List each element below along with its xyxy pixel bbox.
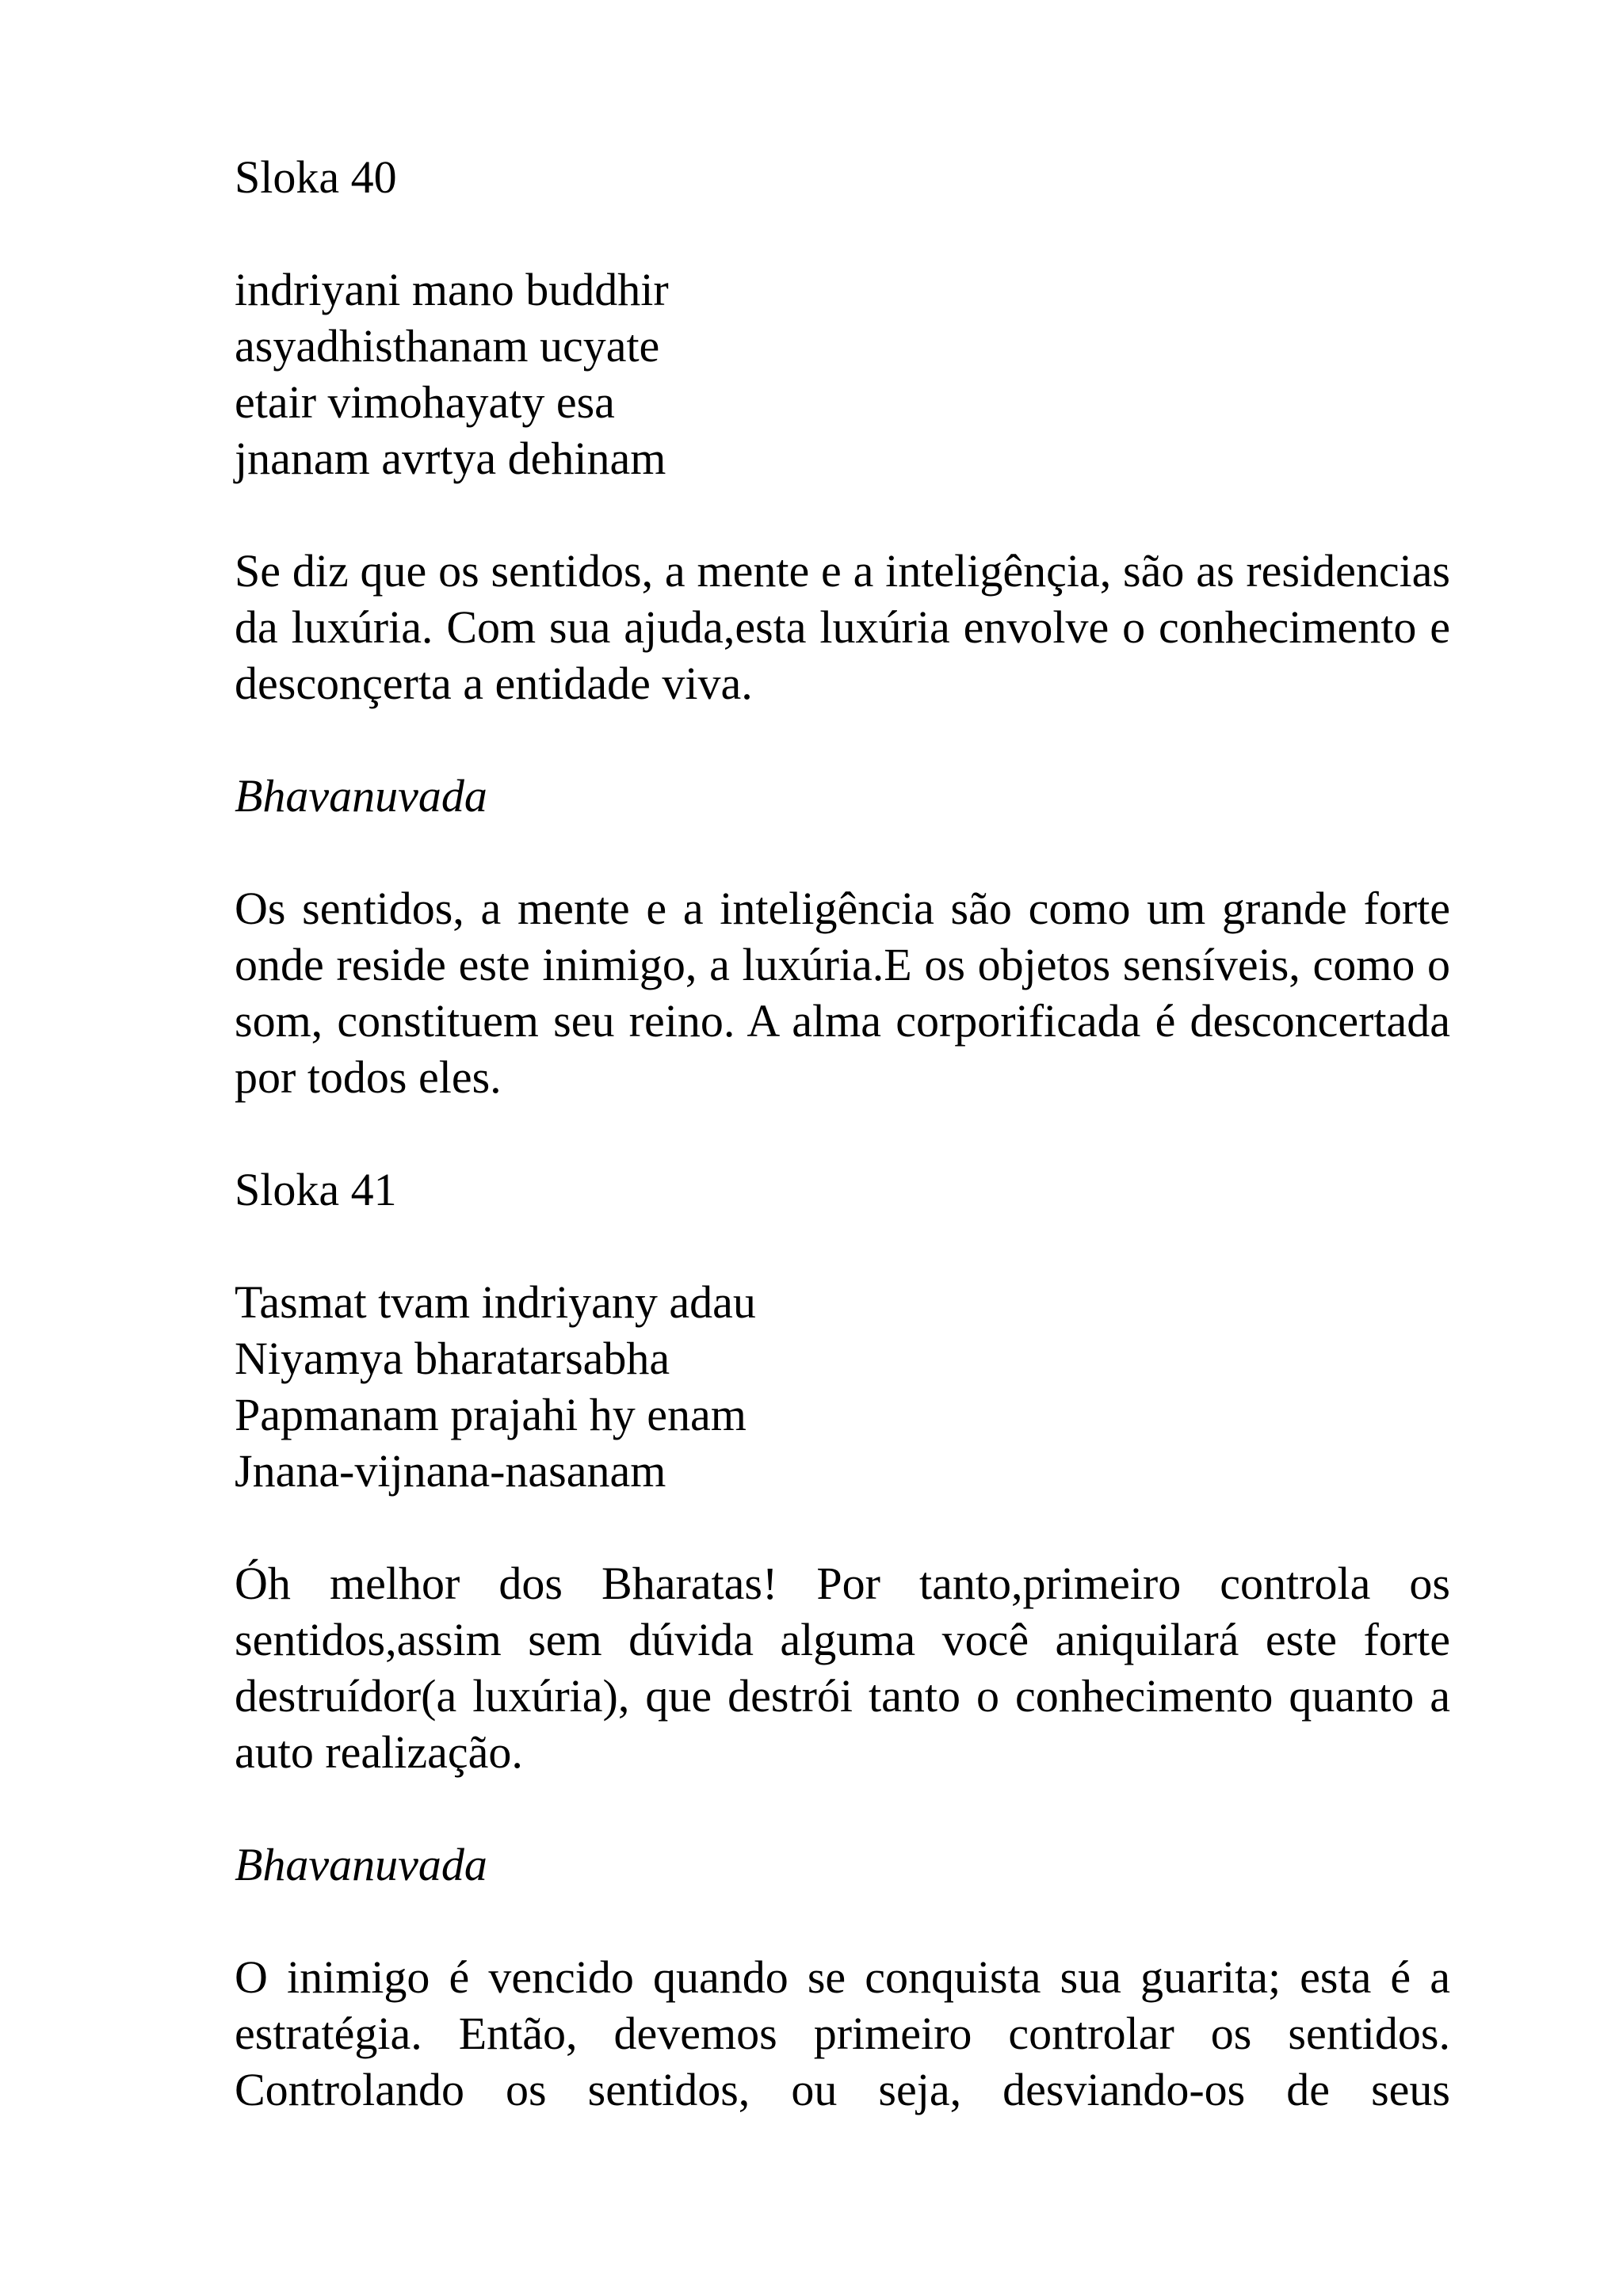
verse-line: Papmanam prajahi hy enam [235, 1389, 747, 1440]
sloka-40-commentary-heading: Bhavanuvada [235, 770, 487, 822]
sloka-40-heading: Sloka 40 [235, 151, 397, 203]
sloka-41-heading: Sloka 41 [235, 1164, 397, 1215]
sloka-40-translation: Se diz que os sentidos, a mente e a inteligênçia, são as residencias da luxúria. Com sua ajuda,esta luxúria envolve o conhecimento e desconçerta a entidade viva. [235, 545, 1450, 709]
sloka-40-verse [235, 261, 1450, 486]
sloka-41-verse [235, 1274, 1450, 1499]
page-content [235, 149, 1450, 2118]
verse-line: etair vimohayaty esa [235, 376, 615, 428]
verse-line: jnanam avrtya dehinam [235, 433, 666, 484]
sloka-41-commentary: O inimigo é vencido quando se conquista sua guarita; esta é a estratégia. Então, devemos primeiro controlar os sentidos. Controlando os sentidos, ou seja, desviando-os de seus [235, 1951, 1450, 2115]
verse-line: Jnana-vijnana-nasanam [235, 1445, 666, 1497]
verse-line: Tasmat tvam indriyany adau [235, 1276, 756, 1328]
verse-line: Niyamya bharatarsabha [235, 1333, 670, 1384]
verse-line: asyadhisthanam ucyate [235, 320, 660, 372]
verse-line: indriyani mano buddhir [235, 264, 669, 315]
sloka-40-commentary: Os sentidos, a mente e a inteligência são como um grande forte onde reside este inimigo, a luxúria.E os objetos sensíveis, como o som, constituem seu reino. A alma corporificada é desconcertada por todos eles. [235, 883, 1450, 1103]
sloka-41-commentary-heading: Bhavanuvada [235, 1839, 487, 1890]
sloka-41-translation: Óh melhor dos Bharatas! Por tanto,primeiro controla os sentidos,assim sem dúvida alguma você aniquilará este forte destruídor(a luxúria), que destrói tanto o conhecimento quanto a auto realização. [235, 1558, 1450, 1778]
